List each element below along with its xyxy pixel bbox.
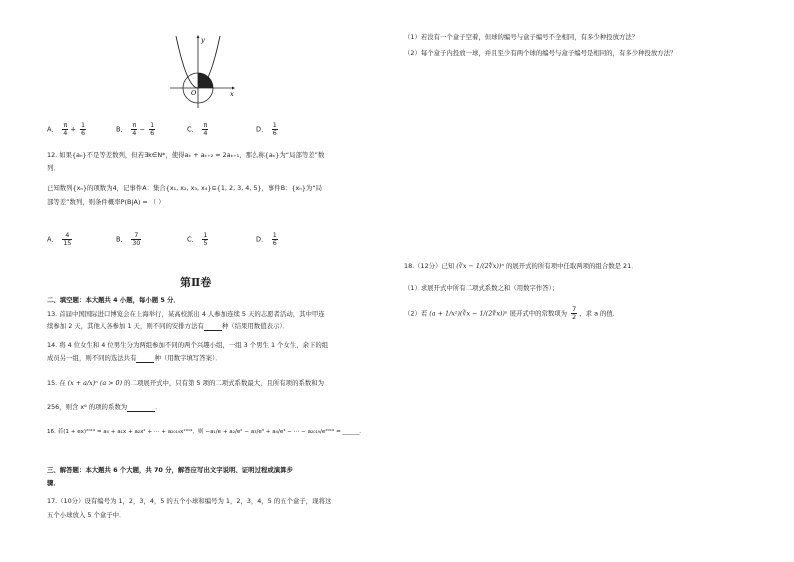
fraction xyxy=(202,232,208,247)
answer-blank[interactable] xyxy=(204,324,222,331)
solution-section-heading-line-1: 三、解答题：本大题共 6 个大题，共 70 分，解答应写出文字说明、证明过程或演算步 xyxy=(47,466,293,474)
denominator: 2 xyxy=(572,313,577,321)
numerator: 1 xyxy=(81,121,86,129)
q18-sub-2-expression: (a + 1/x²)(∛x − 1/(2∜x))ⁿ xyxy=(429,309,508,318)
q13-line-1: 13. 首届中国国际进口博览会在上海举行，某高校派出 4 人参加连续 5 天的志愿者活动，其中甲连 xyxy=(47,310,325,318)
option-label: A． xyxy=(47,125,59,134)
numerator: π xyxy=(132,121,137,129)
q11-option-a xyxy=(47,122,86,137)
denominator: 4 xyxy=(132,129,137,137)
fraction xyxy=(131,122,137,137)
numerator: 7 xyxy=(572,305,577,313)
denominator: 5 xyxy=(203,239,208,247)
numerator: 4 xyxy=(62,232,72,240)
answer-blank[interactable] xyxy=(127,405,155,412)
x-label: x xyxy=(230,90,234,98)
fraction xyxy=(571,306,577,321)
denominator: 6 xyxy=(81,129,86,137)
q12-line-3: 已知数列{xₙ}的项数为4，记事件A：集合{x₁, x₂, x₃, x₄}⊆{1, 2, 3, 4, 5}，事件B：{xₙ}为“局 xyxy=(47,184,323,192)
fraction xyxy=(272,122,278,137)
q17-sub-1: （1）若没有一个盒子空着，但球的编号与盒子编号不全相同，有多少种投放方法？ xyxy=(404,33,639,41)
numerator: π xyxy=(63,121,68,129)
q18-sub-2-text-rest: 展开式中的常数项为 xyxy=(509,309,568,318)
fraction xyxy=(202,122,208,137)
q12-option-c xyxy=(187,232,208,247)
q11-option-d xyxy=(256,122,278,137)
q14-line-2 xyxy=(47,354,222,363)
q18-line-1 xyxy=(404,262,638,271)
y-label: y xyxy=(201,36,205,44)
q15-text-end: ． xyxy=(155,403,162,411)
q17-line-1: 17.（10分）设有编号为 1，2，3，4，5 的五个小球和编号为 1，2，3，4，5 的五个盒子，现将这 xyxy=(47,497,332,505)
denominator: 6 xyxy=(272,129,277,137)
option-label: B． xyxy=(116,235,128,244)
option-label: D． xyxy=(256,125,268,134)
denominator: 4 xyxy=(63,129,68,137)
denominator: 4 xyxy=(203,129,208,137)
fraction xyxy=(80,122,86,137)
operator: + xyxy=(70,125,76,134)
denominator: 6 xyxy=(272,239,277,247)
fraction xyxy=(62,232,72,247)
q12-option-a xyxy=(47,232,72,247)
q18-sub-2-text: （2）若 xyxy=(404,309,428,318)
q14-text-end: 种（用数字填写答案）． xyxy=(154,354,222,362)
option-label: C． xyxy=(187,235,199,244)
fraction xyxy=(272,232,278,247)
q18-sub-2 xyxy=(404,306,619,321)
q15-expression: (x + a/x)ⁿ (a > 0) xyxy=(67,379,123,387)
q15-line-2 xyxy=(47,403,162,412)
option-label: A． xyxy=(47,235,59,244)
numerator: 1 xyxy=(272,121,277,129)
numerator: 1 xyxy=(203,231,208,239)
numerator: π xyxy=(203,121,208,129)
q13-line-2 xyxy=(47,322,289,331)
q14-line-1: 14. 将 4 位女生和 4 位男生分为两组参加不同的两个兴趣小组，一组 3 个男生 1 个女生，余下的组 xyxy=(47,341,329,349)
fraction xyxy=(131,232,141,247)
parabola-circle-figure xyxy=(160,30,240,110)
origin-label: O xyxy=(191,89,197,97)
q18-sub-1: （1）求展开式中所有二项式系数之和（用数字作答）； xyxy=(404,284,559,292)
q12-line-4: 部等差”数列，则条件概率P(B|A) = （ ） xyxy=(47,198,165,206)
q14-text: 成员另一组，则不同的选法共有 xyxy=(47,354,137,362)
operator: − xyxy=(139,125,145,134)
q18-expression: (∛x − 1/(2∜x))ⁿ xyxy=(456,262,504,270)
q13-text: 续参加 2 天，其他人各参加 1 天，则不同的安排方法有 xyxy=(47,322,204,330)
q15-text-2: 256，则含 x⁶ 的项的系数为 xyxy=(47,403,128,411)
option-label: D． xyxy=(256,235,268,244)
q15-text: 15. 在 xyxy=(47,379,66,387)
part-2-title: 第Ⅱ卷 xyxy=(180,276,212,289)
q13-text-end: 种（结果用数值表示）． xyxy=(221,322,289,330)
q18-sub-2-text-end: ，求 a 的值． xyxy=(579,309,620,318)
denominator: 30 xyxy=(132,239,141,247)
fraction xyxy=(62,122,68,137)
q12-line-1: 12. 如果{aₙ}不是等差数列，但若∃k∈N*，使得aₖ + aₖ₊₂ = 2aₖ₊₁，那么称{aₙ}为“局部等差”数 xyxy=(47,151,325,159)
denominator: 6 xyxy=(150,129,155,137)
q18-text: 18.（12分）已知 xyxy=(404,262,455,270)
numerator: 1 xyxy=(272,231,277,239)
q12-option-b xyxy=(116,232,141,247)
solution-section-heading-line-2: 骤． xyxy=(47,479,60,487)
q12-line-2: 列． xyxy=(47,164,60,172)
answer-blank[interactable] xyxy=(136,356,154,363)
q15-line-1 xyxy=(47,379,324,388)
q15-text-rest: 的二项展开式中，只有第 5 项的二项式系数最大，且所有项的系数和为 xyxy=(124,379,325,387)
option-label: C． xyxy=(187,125,199,134)
denominator: 15 xyxy=(63,239,72,247)
shaded-region xyxy=(198,73,213,88)
q17-line-2: 五个小球放入 5 个盒子中． xyxy=(47,511,126,519)
fraction xyxy=(149,122,155,137)
y-axis-arrow xyxy=(197,35,200,38)
numerator: 7 xyxy=(131,232,141,240)
q17-sub-2: （2）每个盒子内投放一球，并且至少有两个球的编号与盒子编号是相同的，有多少种投放方法？ xyxy=(404,49,677,57)
numerator: 1 xyxy=(150,121,155,129)
q11-option-c xyxy=(187,122,208,137)
q18-text-rest: 的展开式的所有项中任取两项的组合数是 21． xyxy=(505,262,638,270)
q12-option-d xyxy=(256,232,278,247)
fill-in-section-heading: 二、填空题：本大题共 4 小题，每小题 5 分． xyxy=(47,296,180,304)
q11-option-b xyxy=(116,122,155,137)
option-label: B． xyxy=(116,125,128,134)
q16-line: 16. 若(1 + ex)²⁰¹⁹ = a₀ + a₁x + a₂x² + ⋯ + a₂₀₁₉x²⁰¹⁹，则 −a₁/e + a₂/e² − a₃/e³ + a₄/e⁴ − ⋯ − a₂₀₁₉/e²⁰¹⁹ = ______． xyxy=(47,429,365,435)
